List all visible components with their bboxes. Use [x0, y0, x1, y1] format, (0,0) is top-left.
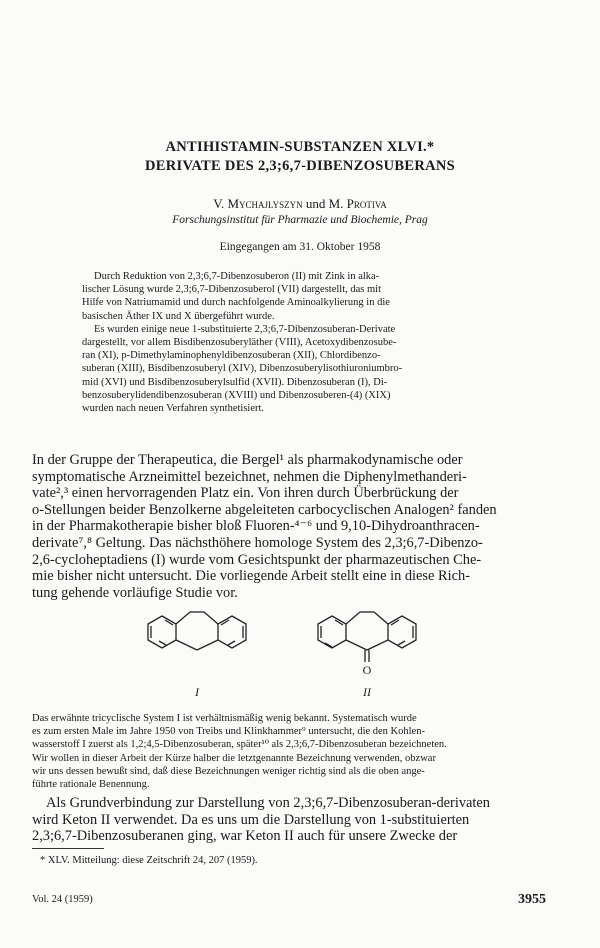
small-line: es zum ersten Male im Jahre 1950 von Treibs und Klinkhammer⁹ untersucht, die den Kohlen-: [32, 726, 425, 738]
small-line: Wir wollen in dieser Arbeit der Kürze halber die letztgenannte Bezeichnung verwenden, obzwar: [32, 752, 436, 764]
chemical-structures: [0, 604, 600, 708]
label-structure-II: II: [363, 685, 371, 699]
body-line: 2,6-cycloheptadiens (I) wurde vom Gesichtspunkt der pharmazeutischen Che-: [32, 551, 482, 568]
abstract-line: Hilfe von Natriumamid und durch nachfolgende Aminoalkylierung in die: [82, 297, 390, 309]
author-2: M. Protiva: [328, 196, 387, 211]
body-line: in der Pharmakotherapie bisher bloß Fluoren-⁴⁻⁶ und 9,10-Dihydroanthracen-: [32, 518, 480, 535]
abstract-line: Es wurden einige neue 1-substituierte 2,3;6,7-Dibenzosuberan-Derivate: [94, 323, 396, 335]
footnote-divider: [32, 848, 104, 849]
page-footer: [32, 894, 546, 905]
author-line: [0, 196, 600, 212]
received-date: Eingegangen am 31. Oktober 1958: [219, 241, 381, 253]
oxygen-atom: O: [362, 663, 372, 677]
abstract-line: mid (XVI) und Bisdibenzosuberylsulfid (XVII). Dibenzosuberan (I), Di-: [82, 376, 388, 388]
article-title-line-1: ANTIHISTAMIN-SUBSTANZEN XLVI.*: [165, 139, 435, 155]
label-structure-I: I: [195, 685, 199, 699]
body-line: tung gehende vorläufige Studie vor.: [32, 584, 238, 601]
abstract-line: suberan (XIII), Bisdibenzosuberyl (XIV), Dibenzosuberylisothiuroniumbro-: [82, 363, 403, 375]
article-title-line-2: DERIVATE DES 2,3;6,7-DIBENZOSUBERANS: [145, 158, 455, 174]
author-conjunction: und: [305, 196, 326, 211]
volume-info: Vol. 24 (1959): [32, 894, 93, 905]
footnote: * XLV. Mitteilung: diese Zeitschrift 24, 207 (1959).: [40, 855, 258, 866]
body-line: derivate⁷,⁸ Geltung. Das nächsthöhere homologe System des 2,3;6,7-Dibenzo-: [32, 534, 483, 551]
body-line: o-Stellungen beider Benzolkerne abgeleiteten carbocyclischen Analogen² fanden: [32, 501, 497, 518]
body-line: symptomatische Arzneimittel bezeichnet, nehmen die Diphenylmethanderi-: [32, 468, 467, 485]
author-1: V. Mychajlyszyn: [213, 196, 303, 211]
body-paragraph-2: [32, 795, 546, 845]
small-line: wir uns dessen bewußt sind, daß diese Bezeichnungen weniger richtig sind als die oben ange-: [32, 765, 425, 777]
introduction-paragraph: [32, 452, 546, 601]
abstract-line: Durch Reduktion von 2,3;6,7-Dibenzosuberon (II) mit Zink in alka-: [94, 271, 380, 282]
body-line: Als Grundverbindung zur Darstellung von 2,3;6,7-Dibenzosuberan-derivaten: [46, 795, 490, 811]
abstract: [82, 270, 522, 415]
body-line: mie bisher nicht untersucht. Die vorliegende Arbeit stellt eine in diese Rich-: [32, 568, 470, 585]
body-line: 2,3;6,7-Dibenzosuberanen ging, war Keton II auch für unsere Zwecke der: [32, 828, 458, 845]
abstract-line: benzosuberylidendibenzosuberan (XVIII) und Dibenzosuberen-(4) (XIX): [82, 389, 391, 401]
body-line: wird Keton II verwendet. Da es uns um die Darstellung von 1-substituierten: [32, 811, 470, 828]
structure-II: [318, 612, 416, 662]
small-line: wasserstoff I zuerst als 1,2;4,5-Dibenzosuberan, später¹⁰ als 2,3;6,7-Dibenzosuberan bezeichneten.: [32, 739, 447, 751]
structure-I: [148, 612, 246, 650]
abstract-line: ran (XI), p-Dimethylaminophenyldibenzosuberan (XII), Chlordibenzo-: [82, 350, 381, 362]
abstract-line: wurden nach neuen Verfahren synthetisiert.: [82, 403, 265, 415]
body-line: In der Gruppe der Therapeutica, die Bergel¹ als pharmakodynamische oder: [32, 452, 463, 468]
body-line: vate²,³ einen hervorragenden Platz ein. Von ihren durch Überbrückung der: [32, 485, 459, 502]
abstract-line: lischer Lösung wurde 2,3;6,7-Dibenzosuberol (VII) dargestellt, das mit: [82, 284, 381, 296]
nomenclature-note: [32, 712, 546, 791]
abstract-line: dargestellt, vor allem Bisdibenzosuberyläther (VIII), Acetoxydibenzosube-: [82, 337, 397, 349]
small-line: Das erwähnte tricyclische System I ist verhältnismäßig wenig bekannt. Systematisch wurde: [32, 713, 417, 724]
page-number: 3955: [518, 892, 546, 907]
small-line: führte rationale Benennung.: [32, 779, 150, 791]
institution: Forschungsinstitut für Pharmazie und Biochemie, Prag: [172, 214, 428, 226]
abstract-line: basischen Äther IX und X übergeführt wurde.: [82, 310, 275, 322]
